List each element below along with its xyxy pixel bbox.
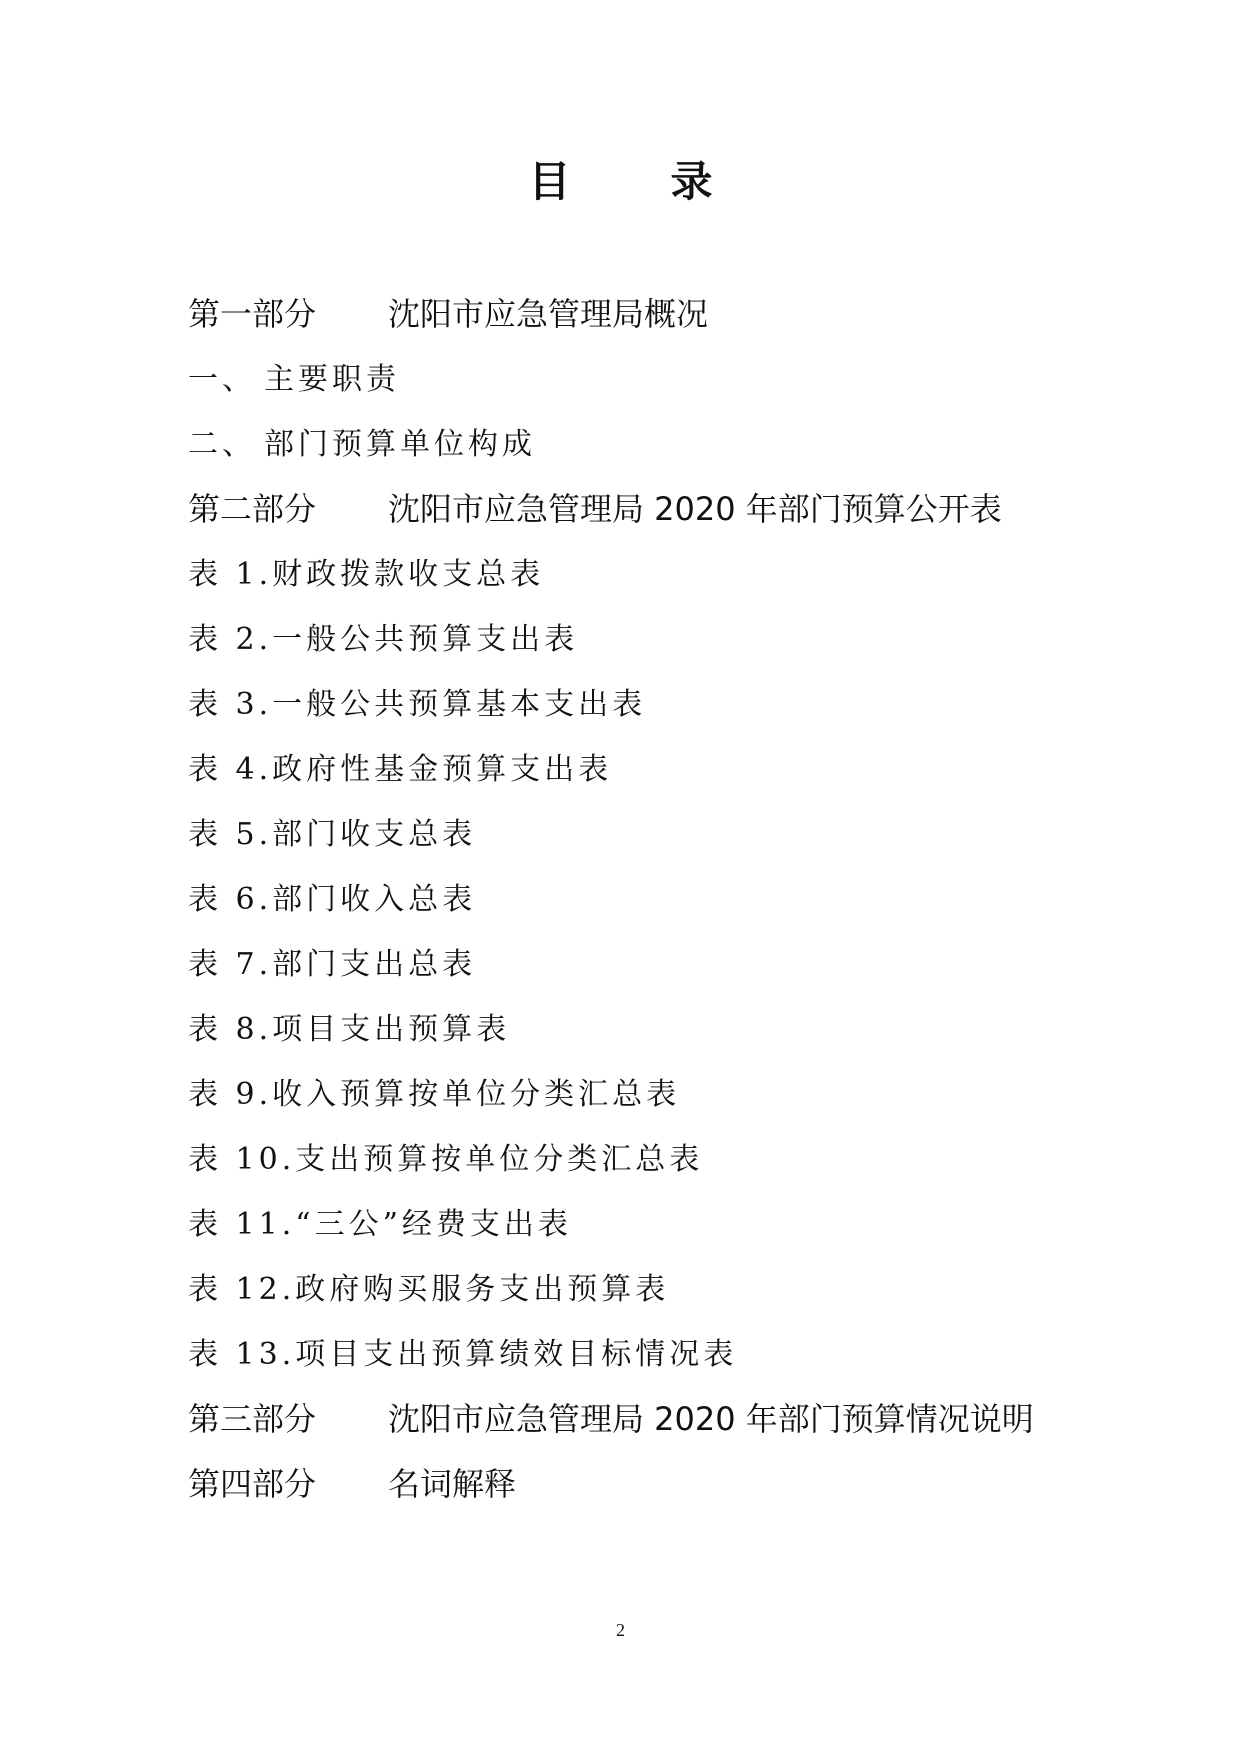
- part-title: 沈阳市应急管理局 2020 年部门预算公开表: [388, 490, 1002, 528]
- part-number: 第三部分: [188, 1400, 317, 1438]
- toc-table-3[interactable]: 表 3.一般公共预算基本支出表: [188, 687, 647, 722]
- toc-table-10[interactable]: 表 10.支出预算按单位分类汇总表: [188, 1142, 704, 1177]
- toc-table-6[interactable]: 表 6.部门收入总表: [188, 882, 477, 917]
- part-title: 名词解释: [388, 1465, 517, 1503]
- toc-part-4[interactable]: [188, 1452, 1088, 1517]
- page-number: 2: [616, 1620, 625, 1640]
- toc-part-3[interactable]: [188, 1387, 1088, 1452]
- page-title: [0, 152, 1241, 212]
- toc-item-main-duties[interactable]: [188, 347, 1088, 412]
- toc-table-5[interactable]: 表 5.部门收支总表: [188, 817, 477, 852]
- toc-table-2[interactable]: 表 2.一般公共预算支出表: [188, 622, 579, 657]
- toc-item-budget-units[interactable]: [188, 412, 1088, 477]
- item-text: 部门预算单位构成: [264, 427, 536, 462]
- toc-table-11[interactable]: 表 11.“三公”经费支出表: [188, 1207, 572, 1242]
- toc-table-1[interactable]: 表 1.财政拨款收支总表: [188, 557, 545, 592]
- part-number: 第一部分: [188, 295, 317, 333]
- part-title: 沈阳市应急管理局 2020 年部门预算情况说明: [388, 1400, 1034, 1438]
- toc-table-8[interactable]: 表 8.项目支出预算表: [188, 1012, 511, 1047]
- toc-table-9[interactable]: 表 9.收入预算按单位分类汇总表: [188, 1077, 681, 1112]
- title-char-2: 录: [670, 157, 713, 206]
- toc-table-13[interactable]: 表 13.项目支出预算绩效目标情况表: [188, 1337, 738, 1372]
- part-number: 第二部分: [188, 490, 317, 528]
- part-title: 沈阳市应急管理局概况: [388, 295, 709, 333]
- item-enum: 二、: [188, 427, 256, 462]
- toc-table-12[interactable]: 表 12.政府购买服务支出预算表: [188, 1272, 670, 1307]
- toc-part-2[interactable]: [188, 477, 1088, 542]
- item-enum: 一、: [188, 362, 256, 397]
- toc-part-1[interactable]: [188, 282, 1088, 347]
- title-char-1: 目: [528, 157, 571, 206]
- item-text: 主要职责: [264, 362, 400, 397]
- part-number: 第四部分: [188, 1465, 317, 1503]
- toc-table-7[interactable]: 表 7.部门支出总表: [188, 947, 477, 982]
- toc-table-4[interactable]: 表 4.政府性基金预算支出表: [188, 752, 613, 787]
- table-of-contents: [188, 282, 1088, 1517]
